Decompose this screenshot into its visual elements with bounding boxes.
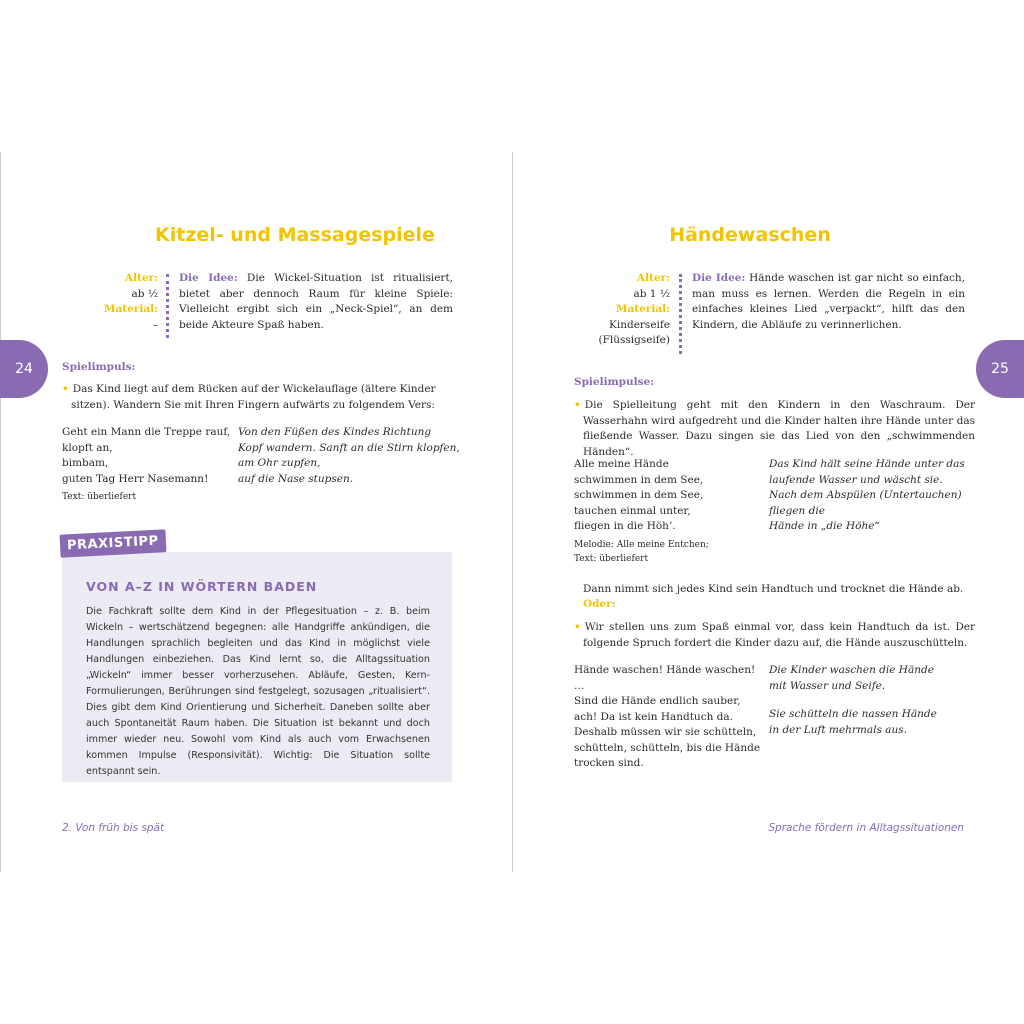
verse-line: bimbam, bbox=[62, 457, 109, 469]
right-source-1 bbox=[574, 538, 709, 566]
left-action bbox=[238, 425, 460, 487]
alter-label: Alter: bbox=[636, 272, 670, 284]
page-gutter bbox=[512, 152, 513, 872]
left-page-title: Kitzel- und Massagespiele bbox=[155, 224, 435, 246]
action-line: Sie schütteln die nassen Hände bbox=[769, 708, 937, 720]
right-oder: Oder: bbox=[583, 598, 616, 610]
action-line: auf die Nase stupsen. bbox=[238, 472, 354, 485]
alter-value: ab 1 ½ bbox=[633, 287, 670, 300]
right-meta bbox=[590, 271, 670, 349]
material-label: Material: bbox=[615, 303, 670, 315]
material-label: Material: bbox=[103, 303, 158, 315]
verse-line: tauchen einmal unter, bbox=[574, 504, 691, 517]
right-bullet-2-text: Wir stellen uns zum Spaß einmal vor, dass kein Handtuch da ist. Der folgende Spruch fordert die Kinder dazu auf, die Hände auszuschütteln. bbox=[583, 621, 975, 649]
action-line: fliegen die bbox=[769, 504, 825, 517]
praxistipp-body: Die Fachkraft sollte dem Kind in der Pflegesituation – z. B. beim Wickeln – wertschätzend begegnen: alle Handgriffe ankündigen, die Handlungen sprachlich begleiten und das Kind in möglichst viele Handlungen einbeziehen. Das Kind lernt so, die Alltagssituation „Wickeln“ immer besser vorherzusehen. Abläufe, Gesten, Kern-Formulierungen, Berührungen sind festgelegt, sozusagen „ritualisiert“. Dies gibt dem Kind Orientierung und Sicherheit. Daneben sollte aber auch Spontaneität Raum haben. Die Situation ist bekannt und doch immer wieder neu. Sowohl vom Kind als auch vom Erwachsenen kommen Impulse (Responsivität). Wichtig: Die Situation sollte entspannt sein. bbox=[86, 606, 430, 777]
left-bullet bbox=[62, 382, 463, 413]
page-number-left: 24 bbox=[0, 340, 48, 398]
right-bullet-2 bbox=[574, 620, 975, 651]
material-value: Kinderseife bbox=[609, 318, 670, 331]
idea-text: Hände waschen ist gar nicht so einfach, man muss es lernen. Werden die Regeln in ein einfaches kleines Lied „verpackt“, hilft das den Kindern, die Abläufe zu verinnerlichen. bbox=[692, 272, 965, 331]
idea-label: Die Idee: bbox=[179, 272, 238, 284]
left-source: Text: überliefert bbox=[62, 492, 137, 502]
praxistipp-heading: VON A–Z IN WÖRTERN BADEN bbox=[86, 579, 318, 594]
action-line: laufende Wasser und wäscht sie. bbox=[769, 473, 943, 486]
right-impulse-label: Spielimpulse: bbox=[574, 376, 655, 388]
source-line: Text: überliefert bbox=[574, 554, 649, 564]
verse-line: fliegen in die Höh’. bbox=[574, 520, 676, 532]
left-impulse-label: Spielimpuls: bbox=[62, 361, 136, 373]
right-action-2b bbox=[769, 707, 969, 738]
verse-line: schütteln, schütteln, bis die Hände bbox=[574, 741, 761, 754]
right-action-1 bbox=[769, 457, 969, 535]
right-idea bbox=[692, 271, 965, 333]
verse-line: guten Tag Herr Nasemann! bbox=[62, 472, 209, 485]
bullet-dot: • bbox=[574, 621, 581, 633]
material-value: – bbox=[152, 318, 158, 331]
action-line: Nach dem Abspülen (Untertauchen) bbox=[769, 489, 962, 501]
action-line: Von den Füßen des Kindes Richtung bbox=[238, 426, 432, 438]
page-number-right: 25 bbox=[976, 340, 1024, 398]
bullet-dot: • bbox=[62, 383, 69, 395]
praxistipp-badge: PRAXISTIPP bbox=[59, 529, 166, 557]
footer-left: 2. Von früh bis spät bbox=[62, 822, 165, 834]
dotted-separator bbox=[679, 274, 685, 354]
left-verse bbox=[62, 425, 232, 487]
material-value: (Flüssigseife) bbox=[598, 334, 670, 346]
action-line: Das Kind hält seine Hände unter das bbox=[769, 458, 965, 470]
right-bullet-1 bbox=[574, 398, 975, 460]
action-line: Die Kinder waschen die Hände bbox=[769, 664, 934, 676]
right-verse-1 bbox=[574, 457, 764, 535]
action-line: mit Wasser und Seife. bbox=[769, 679, 886, 692]
verse-line: Hände waschen! Hände waschen! … bbox=[574, 664, 756, 692]
verse-line: schwimmen in dem See, bbox=[574, 489, 704, 501]
verse-line: Deshalb müssen wir sie schütteln, bbox=[574, 726, 757, 738]
action-line: am Ohr zupfen, bbox=[238, 457, 321, 469]
right-page-title: Händewaschen bbox=[669, 224, 831, 246]
page-edge-left bbox=[0, 152, 1, 872]
left-meta bbox=[92, 271, 158, 333]
verse-line: trocken sind. bbox=[574, 757, 644, 769]
verse-line: Sind die Hände endlich sauber, bbox=[574, 695, 741, 707]
action-line: in der Luft mehrmals aus. bbox=[769, 723, 907, 736]
bullet-dot: • bbox=[574, 399, 581, 411]
right-then-text: Dann nimmt sich jedes Kind sein Handtuch und trocknet die Hände ab. bbox=[583, 583, 964, 595]
verse-line: Alle meine Hände bbox=[574, 458, 669, 470]
dotted-separator bbox=[166, 274, 172, 338]
verse-line: ach! Da ist kein Handtuch da. bbox=[574, 710, 733, 723]
idea-text: Die Wickel-Situation ist ritualisiert, bietet aber dennoch Raum für kleine Spiele: Vielleicht ergibt sich ein „Neck-Spiel“, an dem beide Akteure Spaß haben. bbox=[179, 272, 454, 331]
left-bullet-text: Das Kind liegt auf dem Rücken auf der Wickelauflage (ältere Kinder sitzen). Wandern Sie mit Ihren Fingern aufwärts zu folgendem Vers: bbox=[71, 383, 436, 411]
source-line: Melodie: Alle meine Entchen; bbox=[574, 540, 709, 550]
left-idea bbox=[179, 271, 453, 333]
idea-label: Die Idee: bbox=[692, 272, 746, 284]
action-line: Kopf wandern. Sanft an die Stirn klopfen, bbox=[238, 441, 460, 454]
right-bullet-1-text: Die Spielleitung geht mit den Kindern in den Waschraum. Der Wasserhahn wird aufgedreht und die Kinder halten ihre Hände unter das fließende Wasser. Dazu singen sie das Lied von den „schwimmenden Händen“. bbox=[583, 399, 975, 458]
footer-right: Sprache fördern in Alltagssituationen bbox=[768, 822, 964, 834]
action-line: Hände in „die Höhe“ bbox=[769, 520, 880, 532]
alter-value: ab ½ bbox=[131, 287, 158, 300]
verse-line: klopft an, bbox=[62, 441, 113, 454]
verse-line: Geht ein Mann die Treppe rauf, bbox=[62, 426, 231, 438]
alter-label: Alter: bbox=[124, 272, 158, 284]
right-action-2a bbox=[769, 663, 969, 694]
verse-line: schwimmen in dem See, bbox=[574, 473, 704, 486]
right-verse-2 bbox=[574, 663, 766, 772]
